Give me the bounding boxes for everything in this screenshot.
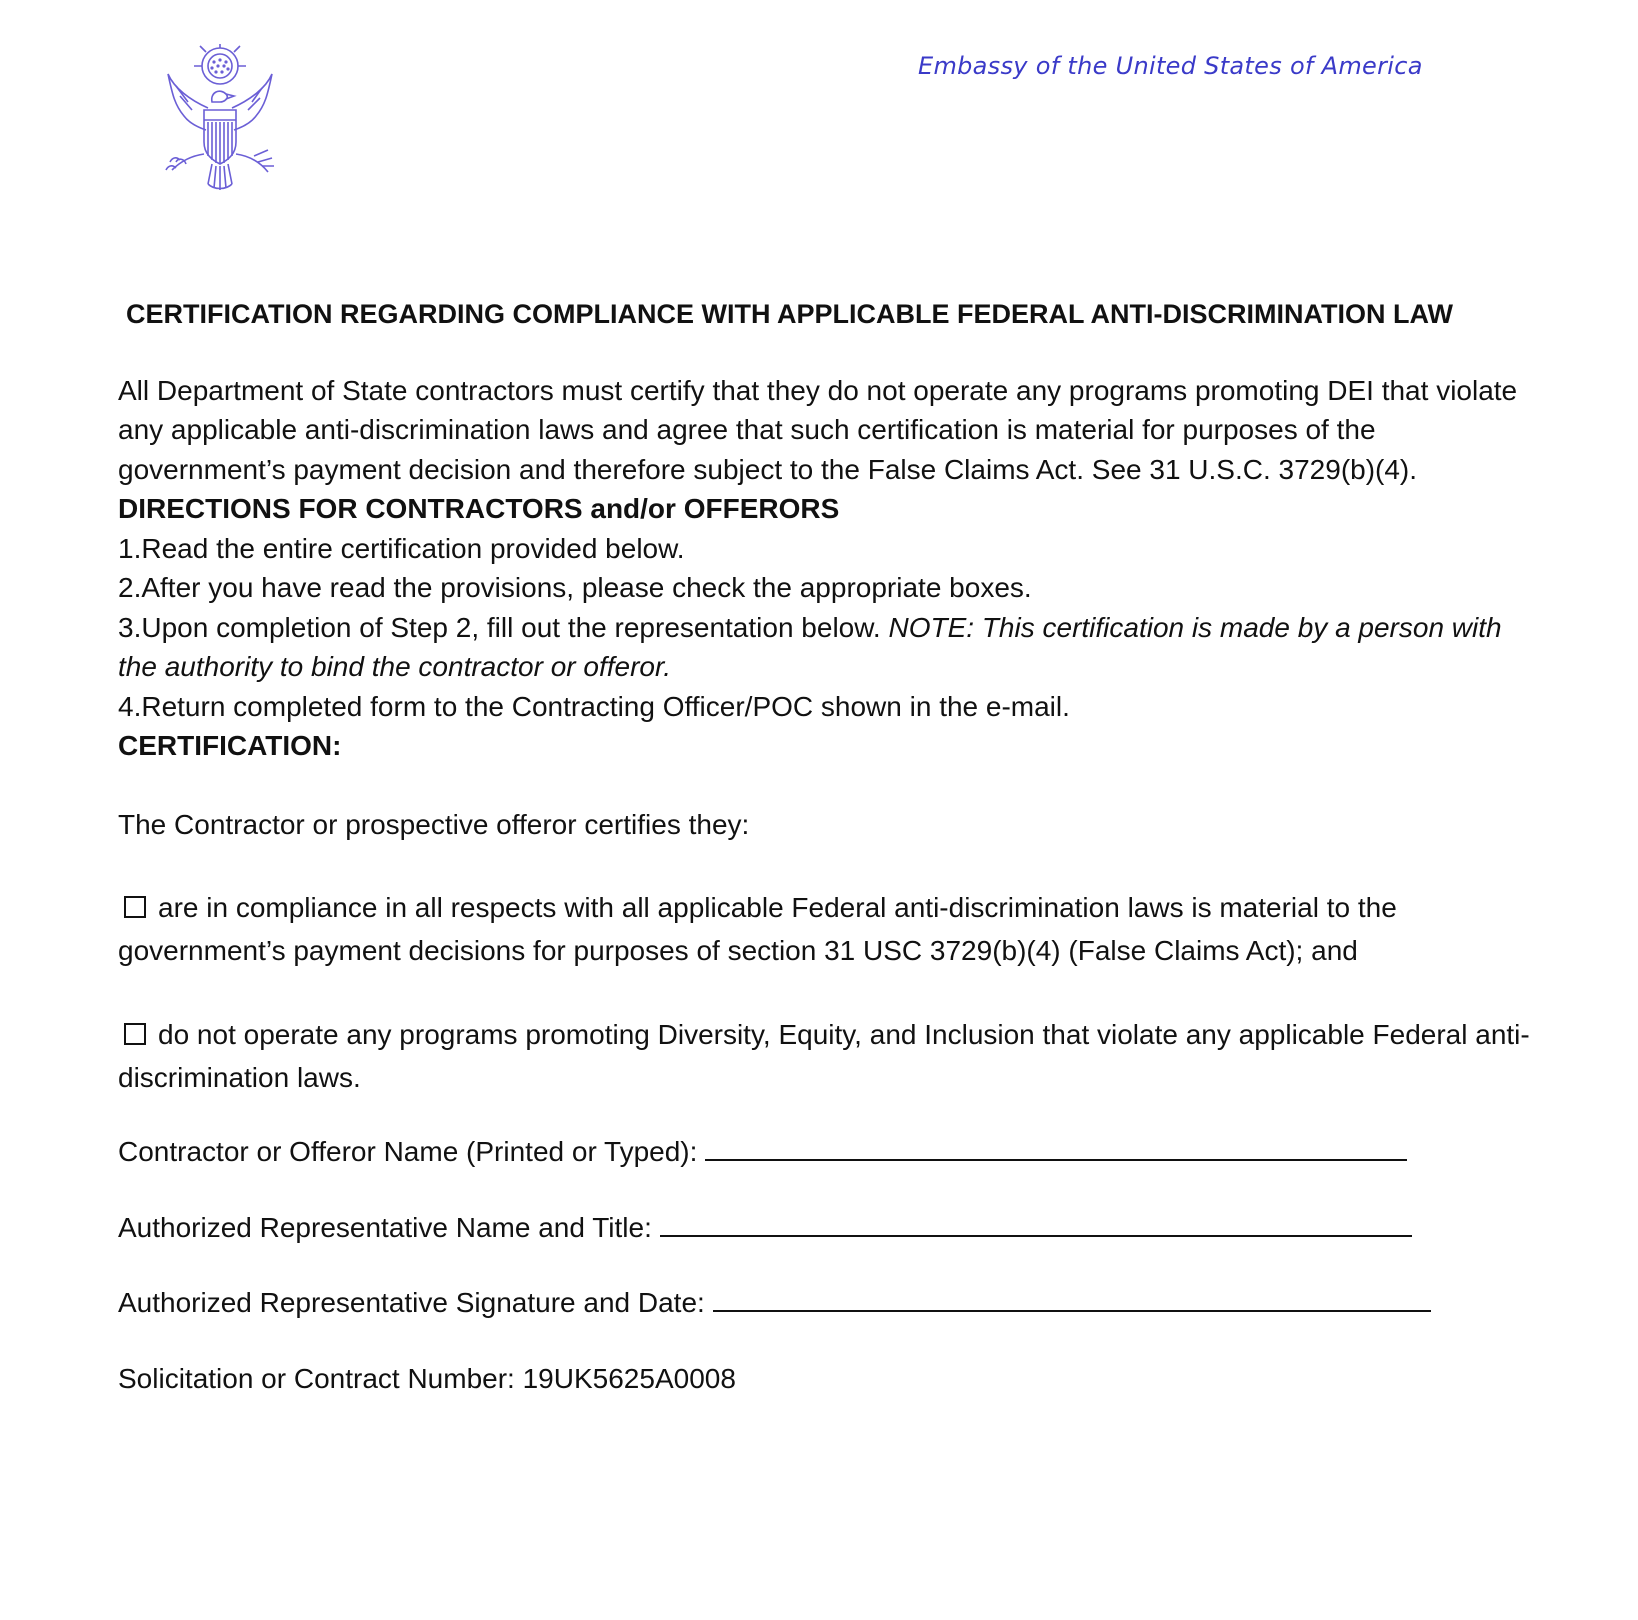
solicitation-field <box>118 1359 1538 1399</box>
rep-signature-date-field <box>118 1283 1538 1323</box>
step-item: 1.Read the entire certification provided below. <box>118 532 685 564</box>
certification-lead: The Contractor or prospective offeror certifies they: <box>118 808 750 840</box>
dei-checkbox[interactable] <box>124 1023 146 1045</box>
rep-name-title-field <box>118 1208 1538 1248</box>
certification-item-dei <box>118 1013 1538 1099</box>
directions-heading: DIRECTIONS FOR CONTRACTORS and/or OFFERORS <box>118 493 840 524</box>
contractor-name-blank[interactable] <box>705 1133 1407 1161</box>
solicitation-label: Solicitation or Contract Number: <box>118 1362 515 1394</box>
dei-text: do not operate any programs promoting Diversity, Equity, and Inclusion that violate any applicable Federal anti-discrimination laws. <box>118 1019 1530 1093</box>
document-title: CERTIFICATION REGARDING COMPLIANCE WITH APPLICABLE FEDERAL ANTI-DISCRIMINATION LAW <box>126 299 1453 329</box>
step-item: 3.Upon completion of Step 2, fill out the representation below. NOTE: This certification is made by a person with the authority to bind the contractor or offeror. <box>118 611 1502 682</box>
rep-signature-date-blank[interactable] <box>713 1284 1431 1312</box>
contractor-name-field <box>118 1132 1538 1172</box>
certification-item-compliance <box>118 886 1538 972</box>
intro-paragraph: All Department of State contractors must certify that they do not operate any programs promoting DEI that violate any applicable anti-discrimination laws and agree that such certification is material for purposes of the government’s payment decision and therefore subject to the False Claims Act. See 31 U.S.C. 3729(b)(4). <box>118 374 1518 485</box>
directions-list <box>118 529 1538 727</box>
embassy-label: Embassy of the United States of America <box>918 52 1423 80</box>
document-body <box>118 295 1538 1398</box>
rep-name-title-label: Authorized Representative Name and Title: <box>118 1211 652 1243</box>
step-note: NOTE: This certification is made by a person with the authority to bind the contractor or offeror. <box>118 611 1502 682</box>
compliance-checkbox[interactable] <box>124 896 146 918</box>
step-item: 4.Return completed form to the Contracting Officer/POC shown in the e-mail. <box>118 690 1070 722</box>
solicitation-value: 19UK5625A0008 <box>522 1362 736 1394</box>
compliance-text: are in compliance in all respects with all applicable Federal anti-discrimination laws is material to the government’s payment decisions for purposes of section 31 USC 3729(b)(4) (False Claims Act); and <box>118 892 1397 966</box>
contractor-name-label: Contractor or Offeror Name (Printed or Typed): <box>118 1136 698 1167</box>
step-item: 2.After you have read the provisions, please check the appropriate boxes. <box>118 572 1032 603</box>
certification-heading: CERTIFICATION: <box>118 730 342 761</box>
rep-name-title-blank[interactable] <box>660 1209 1412 1237</box>
rep-signature-date-label: Authorized Representative Signature and Date: <box>118 1287 705 1318</box>
great-seal-icon <box>150 44 290 204</box>
